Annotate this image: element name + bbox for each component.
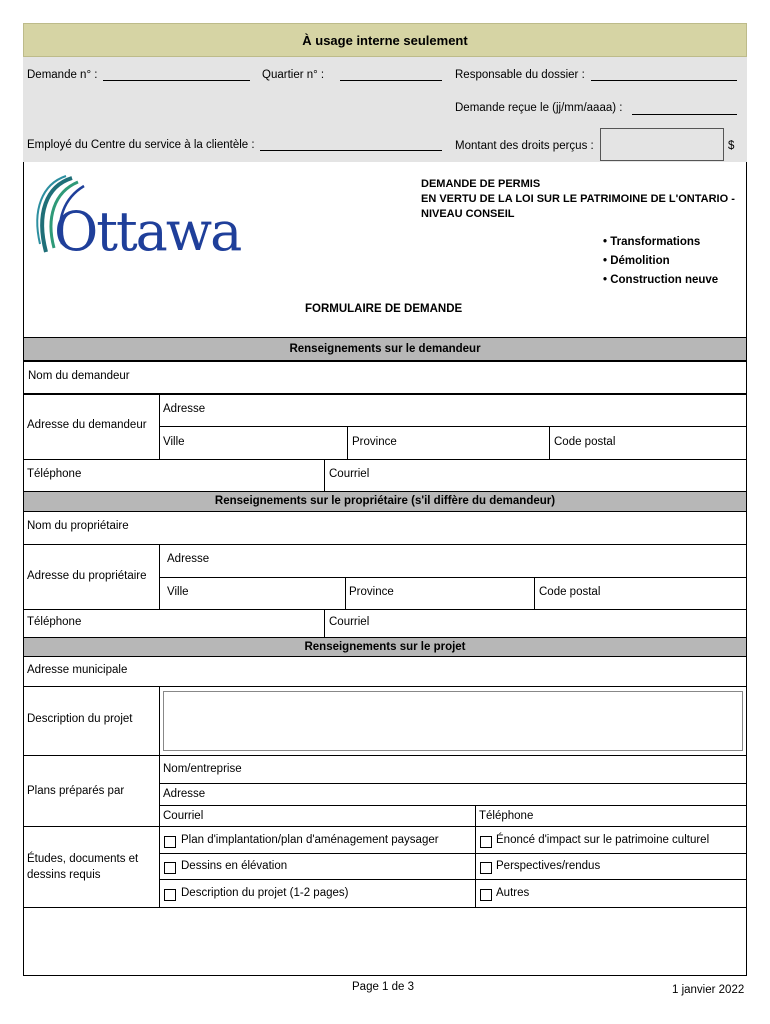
project-description-group [23, 686, 160, 756]
checkbox-row-heritage-impact [475, 826, 747, 854]
elevations-checkbox[interactable] [164, 862, 176, 874]
applicant-address-label: Adresse du demandeur [27, 419, 147, 431]
form-title: FORMULAIRE DE DEMANDE [305, 303, 463, 315]
owner-city-field[interactable] [159, 577, 346, 610]
perspectives-checkbox[interactable] [480, 862, 492, 874]
applicant-email-field[interactable] [324, 459, 747, 492]
checkbox-row-perspectives [475, 853, 747, 880]
applicant-postal-field[interactable] [549, 426, 747, 460]
employe-label: Employé du Centre du service à la clientèle : [27, 139, 255, 151]
demande-no-label: Demande n° : [27, 69, 98, 81]
checkbox-row-elevations [159, 853, 476, 880]
blank-area [23, 907, 747, 976]
quartier-no-field[interactable] [340, 80, 442, 81]
owner-section-header [23, 491, 747, 512]
heading-line-3: NIVEAU CONSEIL [421, 208, 515, 220]
plans-phone-label: Téléphone [479, 810, 534, 822]
internal-use-title: À usage interne seulement [302, 33, 468, 48]
checkbox-row-site-plan [159, 826, 476, 854]
permit-type-item: • Transformations [603, 236, 701, 248]
plans-phone-field[interactable] [475, 805, 747, 827]
date-recue-label: Demande reçue le (jj/mm/aaaa) : [455, 102, 623, 114]
demande-no-field[interactable] [103, 80, 250, 81]
owner-name-field[interactable] [23, 511, 747, 545]
municipal-address-label: Adresse municipale [27, 664, 128, 676]
applicant-section-title: Renseignements sur le demandeur [289, 343, 481, 355]
owner-street-field[interactable] [159, 544, 747, 578]
currency-sign: $ [728, 140, 735, 152]
plans-company-field[interactable] [159, 755, 747, 784]
responsable-label: Responsable du dossier : [455, 69, 585, 81]
description-checkbox[interactable] [164, 889, 176, 901]
montant-field[interactable] [600, 128, 724, 161]
plans-group [23, 755, 160, 827]
heritage-impact-checkbox[interactable] [480, 836, 492, 848]
footer-date: 1 janvier 2022 [672, 984, 745, 996]
studies-label-line-1: Études, documents et [27, 853, 139, 865]
applicant-name-label: Nom du demandeur [28, 370, 130, 382]
applicant-city-field[interactable] [159, 426, 348, 460]
owner-province-label: Province [349, 586, 394, 598]
applicant-email-label: Courriel [329, 468, 370, 480]
elevations-label: Dessins en élévation [181, 860, 288, 872]
applicant-name-field[interactable] [23, 361, 747, 394]
owner-email-label: Courriel [329, 616, 370, 628]
heading-line-2: EN VERTU DE LA LOI SUR LE PATRIMOINE DE L'ONTARIO - [421, 193, 735, 205]
other-checkbox[interactable] [480, 889, 492, 901]
applicant-phone-label: Téléphone [27, 468, 82, 480]
applicant-address-group [23, 394, 160, 460]
responsable-field[interactable] [591, 80, 737, 81]
applicant-city-label: Ville [163, 436, 185, 448]
applicant-province-label: Province [352, 436, 397, 448]
checkbox-row-description [159, 879, 476, 908]
owner-address-label: Adresse du propriétaire [27, 570, 147, 582]
owner-name-label: Nom du propriétaire [27, 520, 129, 532]
plans-email-field[interactable] [159, 805, 476, 827]
permit-types-list [603, 233, 718, 290]
owner-phone-field[interactable] [23, 609, 325, 638]
owner-postal-field[interactable] [534, 577, 747, 610]
plans-company-label: Nom/entreprise [163, 763, 242, 775]
owner-province-field[interactable] [345, 577, 535, 610]
project-description-cell [159, 686, 747, 756]
plans-address-field[interactable] [159, 783, 747, 806]
owner-city-label: Ville [167, 586, 189, 598]
owner-section-title: Renseignements sur le propriétaire (s'il diffère du demandeur) [214, 495, 556, 507]
project-description-label: Description du projet [27, 713, 133, 725]
plans-label: Plans préparés par [27, 785, 125, 797]
applicant-section-header [23, 337, 747, 361]
heritage-impact-label: Énoncé d'impact sur le patrimoine culturel [496, 834, 710, 846]
municipal-address-field[interactable] [23, 656, 747, 687]
permit-type-item: • Démolition [603, 255, 670, 267]
quartier-no-label: Quartier n° : [262, 69, 325, 81]
studies-group [23, 826, 160, 908]
internal-use-header [23, 23, 747, 57]
project-section-title: Renseignements sur le projet [304, 641, 466, 653]
applicant-street-label: Adresse [163, 403, 206, 415]
owner-phone-label: Téléphone [27, 616, 82, 628]
other-label: Autres [496, 887, 530, 899]
ottawa-wordmark: Ottawa [54, 200, 241, 263]
applicant-province-field[interactable] [347, 426, 550, 460]
page-number: Page 1 de 3 [352, 981, 415, 993]
project-description-textarea[interactable] [163, 691, 743, 751]
owner-postal-label: Code postal [539, 586, 601, 598]
employe-field[interactable] [260, 150, 442, 151]
applicant-phone-field[interactable] [23, 459, 325, 492]
heading-line-1: DEMANDE DE PERMIS [421, 178, 541, 190]
checkbox-row-other [475, 879, 747, 908]
applicant-street-field[interactable] [159, 394, 747, 427]
ottawa-logo [30, 172, 260, 272]
perspectives-label: Perspectives/rendus [496, 860, 601, 872]
plans-address-label: Adresse [163, 788, 206, 800]
permit-type-item: • Construction neuve [603, 274, 719, 286]
site-plan-label: Plan d'implantation/plan d'aménagement paysager [181, 834, 439, 846]
montant-label: Montant des droits perçus : [455, 140, 594, 152]
plans-email-label: Courriel [163, 810, 204, 822]
studies-label-line-2: dessins requis [27, 869, 101, 881]
owner-address-group [23, 544, 160, 610]
permit-heading [421, 177, 735, 222]
site-plan-checkbox[interactable] [164, 836, 176, 848]
date-recue-field[interactable] [632, 114, 737, 115]
owner-email-field[interactable] [324, 609, 747, 638]
description-doc-label: Description du projet (1-2 pages) [181, 887, 349, 899]
project-section-header [23, 637, 747, 657]
applicant-postal-label: Code postal [554, 436, 616, 448]
owner-street-label: Adresse [167, 553, 210, 565]
